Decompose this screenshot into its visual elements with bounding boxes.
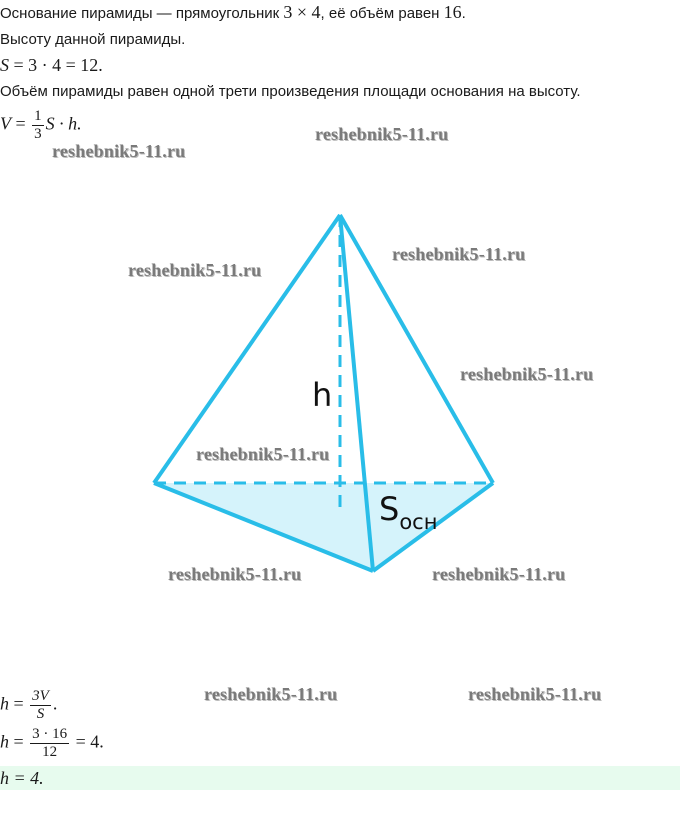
- problem-statement: [0, 2, 466, 23]
- watermark: reshebnik5-11.ru: [204, 684, 338, 704]
- statement-end: .: [461, 5, 466, 22]
- watermark: reshebnik5-11.ru: [392, 244, 526, 264]
- statement-text-2: , её объём равен: [320, 5, 444, 22]
- base-fill: [154, 483, 493, 571]
- answer-line: h = 4.: [0, 768, 44, 788]
- eq-sign: =: [9, 731, 29, 752]
- edge-left: [154, 215, 340, 483]
- volume-value: 16: [443, 2, 462, 22]
- watermark: reshebnik5-11.ru: [52, 141, 186, 161]
- eq-sign: =: [9, 693, 29, 714]
- one-third-fraction: [32, 108, 44, 143]
- var-S: S: [0, 55, 9, 75]
- watermark: reshebnik5-11.ru: [128, 260, 262, 280]
- base-area-line: [0, 55, 103, 76]
- base-label-sub: осн: [399, 510, 438, 534]
- height-calculation: [0, 726, 104, 761]
- height-fraction: [30, 688, 51, 723]
- frac-numerator: 3V: [32, 688, 49, 704]
- height-formula: [0, 688, 57, 723]
- calc-fraction: [30, 726, 69, 761]
- answer-highlight: [0, 766, 680, 790]
- watermark: reshebnik5-11.ru: [460, 364, 594, 384]
- base-label-S: S: [379, 490, 400, 528]
- watermark: reshebnik5-11.ru: [168, 564, 302, 584]
- volume-formula-rest: S · h.: [45, 113, 82, 134]
- volume-formula: [0, 108, 82, 143]
- frac-denominator: 12: [42, 744, 58, 760]
- frac-numerator: 3 · 16: [32, 726, 68, 742]
- dim-b: 4: [311, 2, 321, 22]
- watermark: reshebnik5-11.ru: [315, 124, 449, 144]
- volume-rule-line: Объём пирамиды равен одной трети произведения площади основания на высоту.: [0, 83, 581, 100]
- statement-text: Основание пирамиды — прямоугольник: [0, 5, 284, 22]
- watermark: reshebnik5-11.ru: [468, 684, 602, 704]
- frac-denominator: S: [36, 706, 45, 722]
- frac-numerator: 1: [34, 108, 42, 124]
- task-line: Высоту данной пирамиды.: [0, 31, 186, 48]
- watermark: reshebnik5-11.ru: [196, 444, 330, 464]
- watermark: reshebnik5-11.ru: [432, 564, 566, 584]
- var-h: h: [0, 731, 9, 752]
- frac-denominator: 3: [34, 126, 42, 142]
- calc-result: = 4.: [71, 731, 104, 752]
- var-V: V: [0, 113, 11, 134]
- base-area-calc: = 3 · 4 = 12.: [9, 55, 103, 75]
- dim-a: 3: [283, 2, 293, 22]
- times-sign: ×: [292, 2, 312, 22]
- height-label: h: [312, 376, 333, 414]
- var-h: h: [0, 693, 9, 714]
- formula-end: .: [52, 693, 58, 714]
- eq-sign: =: [11, 113, 31, 134]
